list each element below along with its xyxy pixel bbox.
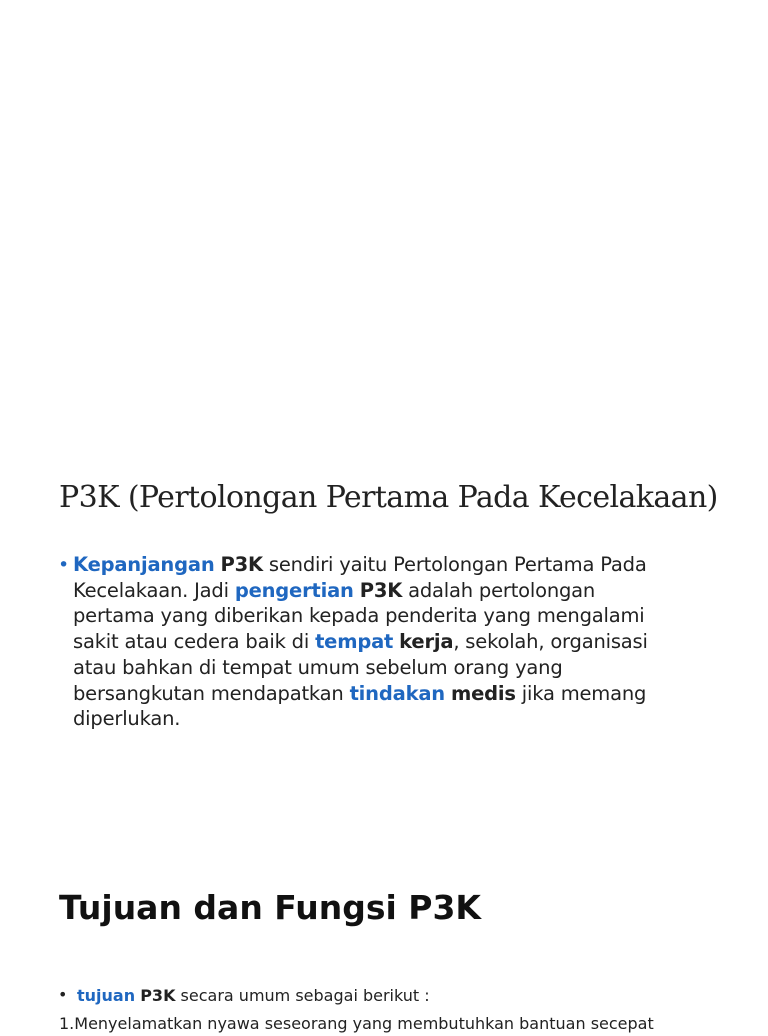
text-span: Kecelakaan. Jadi bbox=[73, 578, 235, 602]
text-span: bersangkutan mendapatkan bbox=[73, 681, 350, 705]
keyword-link[interactable]: Kepanjangan bbox=[73, 553, 215, 576]
text-span: adalah pertolongan bbox=[402, 578, 596, 602]
paragraph-line bbox=[73, 603, 733, 629]
paragraph-line bbox=[73, 655, 733, 681]
text-span: sakit atau cedera baik di bbox=[73, 630, 316, 654]
keyword-link[interactable]: tujuan bbox=[77, 986, 136, 1005]
keyword-link[interactable]: pengertian bbox=[234, 578, 354, 602]
paragraph-line bbox=[73, 552, 733, 578]
keyword-link[interactable]: tempat bbox=[315, 630, 394, 654]
paragraph-line bbox=[73, 706, 733, 732]
text-span: jika memang bbox=[515, 681, 647, 705]
slide-title: P3K (Pertolongan Pertama Pada Kecelakaan) bbox=[59, 480, 718, 515]
keyword-link[interactable]: tindakan bbox=[349, 681, 445, 705]
purpose-intro bbox=[77, 984, 430, 1008]
text-span: secara umum sebagai berikut : bbox=[175, 986, 430, 1005]
text-span: atau bahkan di tempat umum sebelum orang yang bbox=[73, 655, 563, 679]
text-span: sendiri yaitu Pertolongan Pertama Pada bbox=[262, 553, 647, 576]
list-item: 1.Menyelamatkan nyawa seseorang yang membutuhkan bantuan secepat bbox=[59, 1014, 654, 1033]
bullet-dot: • bbox=[58, 985, 68, 1004]
text-span: , sekolah, organisasi bbox=[453, 630, 648, 654]
bold-term: medis bbox=[450, 681, 516, 705]
section-title: Tujuan dan Fungsi P3K bbox=[59, 888, 481, 927]
bold-term: P3K bbox=[220, 553, 263, 576]
bold-term: kerja bbox=[399, 630, 454, 654]
definition-paragraph bbox=[73, 552, 733, 732]
text-span: pertama yang diberikan kepada penderita yang mengalami bbox=[73, 604, 645, 628]
bold-term: P3K bbox=[140, 986, 176, 1005]
bold-term: P3K bbox=[359, 578, 403, 602]
paragraph-line bbox=[73, 629, 733, 655]
paragraph-line bbox=[73, 578, 733, 604]
bullet-dot: • bbox=[58, 554, 70, 576]
paragraph-line bbox=[73, 681, 733, 707]
text-span: diperlukan. bbox=[73, 707, 181, 731]
